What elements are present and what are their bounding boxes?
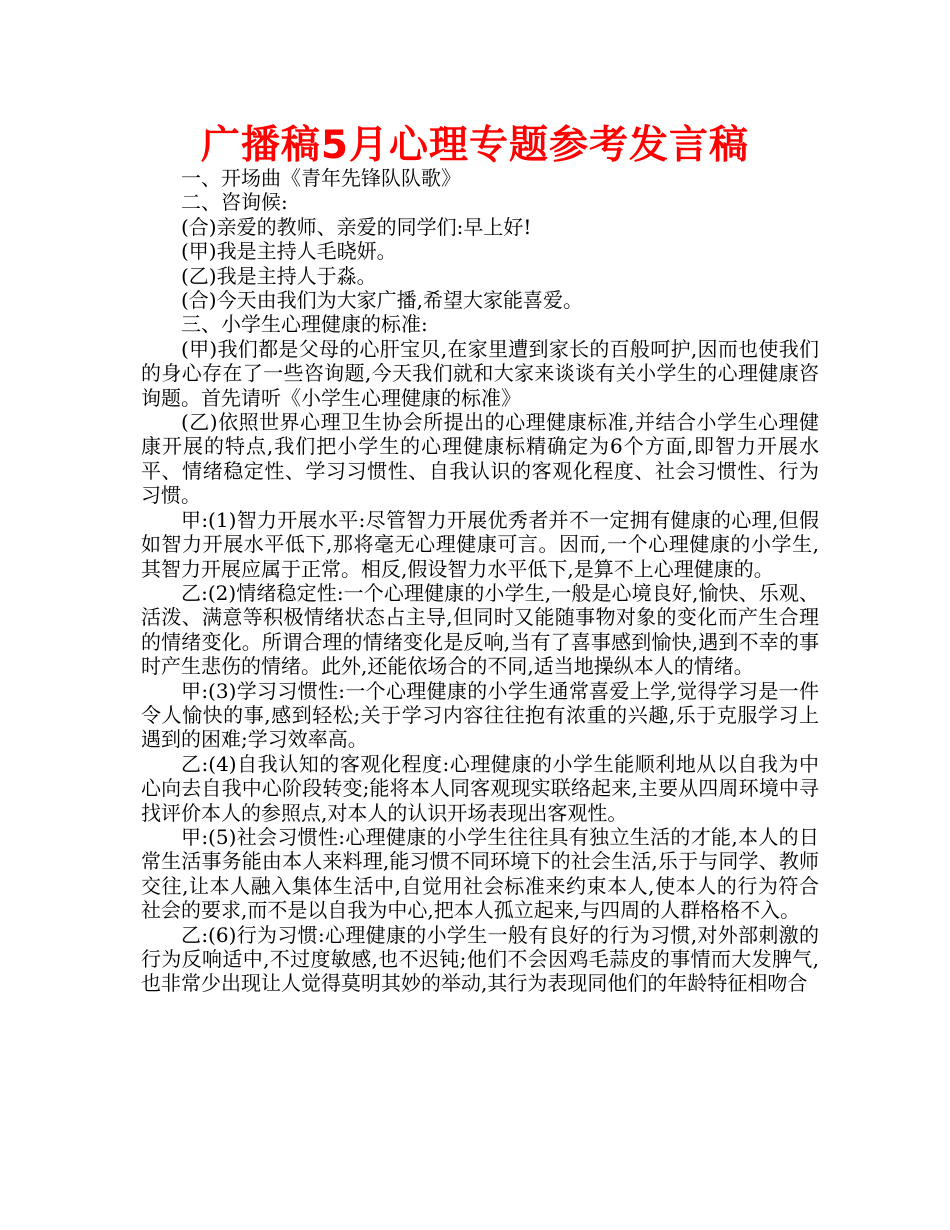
paragraph: 乙:(6)行为习惯:心理健康的小学生一般有良好的行为习惯,对外部刺激的行为反响适中,不过度敏感,也不迟钝;他们不会因鸡毛蒜皮的事情而大发脾气,也非常少出现让人觉得莫明其妙的举动,其行为表现同他们的年龄特征相吻合 bbox=[141, 922, 819, 996]
paragraph: 甲:(1)智力开展水平:尽管智力开展优秀者并不一定拥有健康的心理,但假如智力开展水平低下,那将毫无心理健康可言。因而,一个心理健康的小学生,其智力开展应属于正常。相反,假设智力水平低下,是算不上心理健康的。 bbox=[141, 507, 819, 581]
paragraph: 乙:(2)情绪稳定性:一个心理健康的小学生,一般是心境良好,愉快、乐观、活泼、满意等积极情绪状态占主导,但同时又能随事物对象的变化而产生合理的情绪变化。所谓合理的情绪变化是反响,当有了喜事感到愉快,遇到不幸的事时产生悲伤的情绪。此外,还能依场合的不同,适当地操纵本人的情绪。 bbox=[141, 580, 819, 679]
paragraph: (乙)依照世界心理卫生协会所提出的心理健康标准,并结合小学生心理健康开展的特点,我们把小学生的心理健康标精确定为6个方面,即智力开展水平、情绪稳定性、学习习惯性、自我认识的客观化程度、社会习惯性、行为习惯。 bbox=[141, 410, 819, 508]
paragraph: (合)今天由我们为大家广播,希望大家能喜爱。 bbox=[181, 288, 583, 313]
paragraph: (合)亲爱的教师、亲爱的同学们:早上好! bbox=[181, 214, 532, 239]
paragraph: 一、开场曲《青年先锋队队歌》 bbox=[181, 166, 461, 190]
paragraph: (甲)我们都是父母的心肝宝贝,在家里遭到家长的百般呵护,因而也使我们的身心存在了一些咨询题,今天我们就和大家来谈谈有关小学生的心理健康咨询题。首先请听《小学生心理健康的标准》 bbox=[141, 336, 819, 410]
paragraph: (甲)我是主持人毛晓妍。 bbox=[181, 239, 397, 264]
paragraph: 乙:(4)自我认知的客观化程度:心理健康的小学生能顺利地从以自我为中心向去自我中心阶段转变;能将本人同客观现实联络起来,主要从四周环境中寻找评价本人的参照点,对本人的认识开场表现出客观性。 bbox=[141, 751, 819, 825]
paragraph: 甲:(5)社会习惯性:心理健康的小学生往往具有独立生活的才能,本人的日常生活事务能由本人来料理,能习惯不同环境下的社会生活,乐于与同学、教师交往,让本人融入集体生活中,自觉用社会标准来约束本人,使本人的行为符合社会的要求,而不是以自我为中心,把本人孤立起来,与四周的人群格格不入。 bbox=[141, 824, 819, 923]
paragraph: 三、小学生心理健康的标准: bbox=[181, 312, 428, 337]
paragraph: 二、咨询候: bbox=[181, 190, 288, 215]
paragraph: 甲:(3)学习习惯性:一个心理健康的小学生通常喜爱上学,觉得学习是一件令人愉快的事,感到轻松;关于学习内容往往抱有浓重的兴趣,乐于克服学习上遇到的困难;学习效率高。 bbox=[141, 678, 819, 752]
document-body bbox=[141, 166, 819, 996]
paragraph: (乙)我是主持人于淼。 bbox=[181, 263, 377, 288]
document-title: 广播稿5月心理专题参考发言稿 bbox=[200, 123, 750, 168]
